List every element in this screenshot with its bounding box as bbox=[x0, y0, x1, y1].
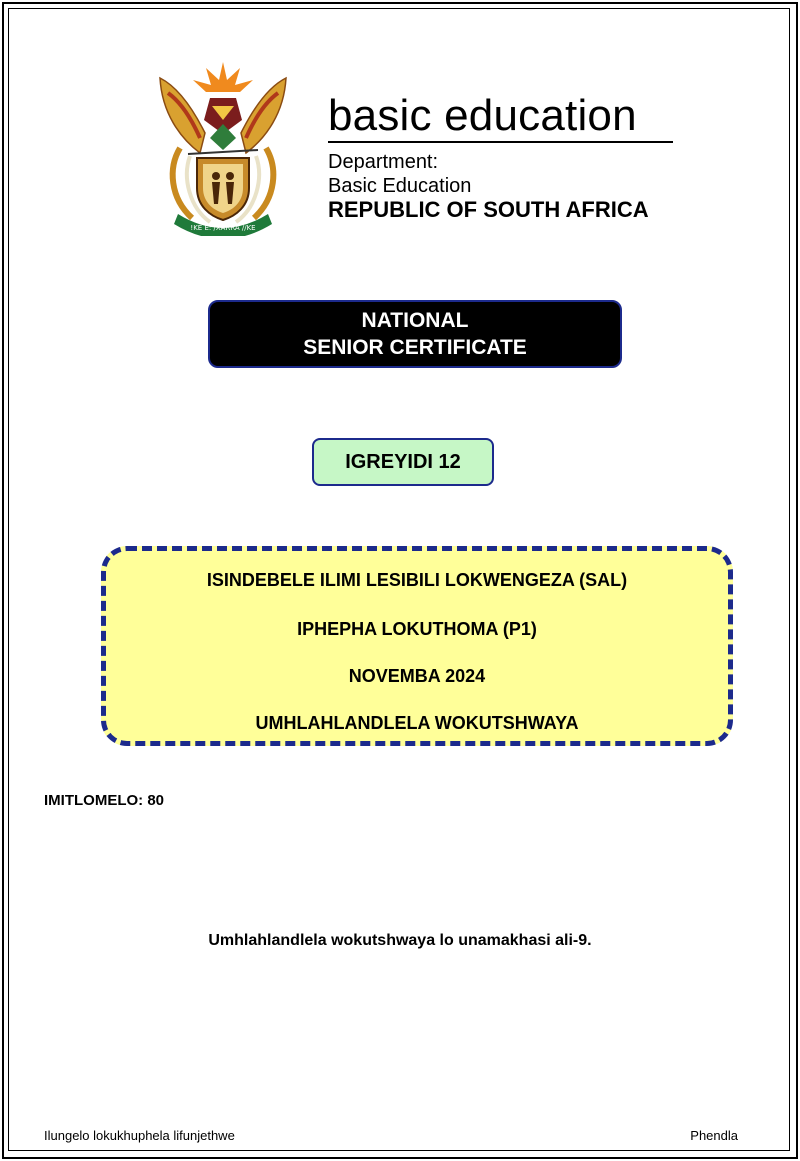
department-label: Department: bbox=[328, 151, 439, 173]
exam-title-line2: SENIOR CERTIFICATE bbox=[303, 336, 527, 359]
total-marks: IMITLOMELO: 80 bbox=[44, 792, 164, 809]
coat-of-arms-icon bbox=[150, 58, 296, 236]
exam-date: NOVEMBA 2024 bbox=[348, 666, 486, 686]
grade-label: IGREYIDI 12 bbox=[345, 450, 461, 473]
wordmark-underline bbox=[328, 141, 673, 143]
exam-title-line1: NATIONAL bbox=[361, 309, 469, 332]
department-name: Basic Education bbox=[328, 175, 472, 197]
subject-panel bbox=[101, 546, 733, 746]
subject-title: ISINDEBELE ILIMI LESIBILI LOKWENGEZA (SAL) bbox=[206, 570, 628, 590]
department-wordmark: basic education bbox=[328, 91, 637, 140]
page-count-note: Umhlahlandlela wokutshwaya lo unamakhasi ali-9. bbox=[208, 932, 592, 949]
document-type: UMHLAHLANDLELA WOKUTSHWAYA bbox=[255, 713, 579, 733]
country-name: REPUBLIC OF SOUTH AFRICA bbox=[328, 197, 649, 222]
next-page-label: Phendla bbox=[690, 1128, 738, 1143]
crest-motto: !KE E: /XARRA //KE bbox=[190, 224, 256, 232]
copyright-notice: Ilungelo lokukhuphela lifunjethwe bbox=[44, 1128, 235, 1143]
exam-title-box bbox=[208, 300, 622, 368]
paper-title: IPHEPHA LOKUTHOMA (P1) bbox=[297, 619, 537, 639]
grade-badge bbox=[312, 438, 494, 486]
